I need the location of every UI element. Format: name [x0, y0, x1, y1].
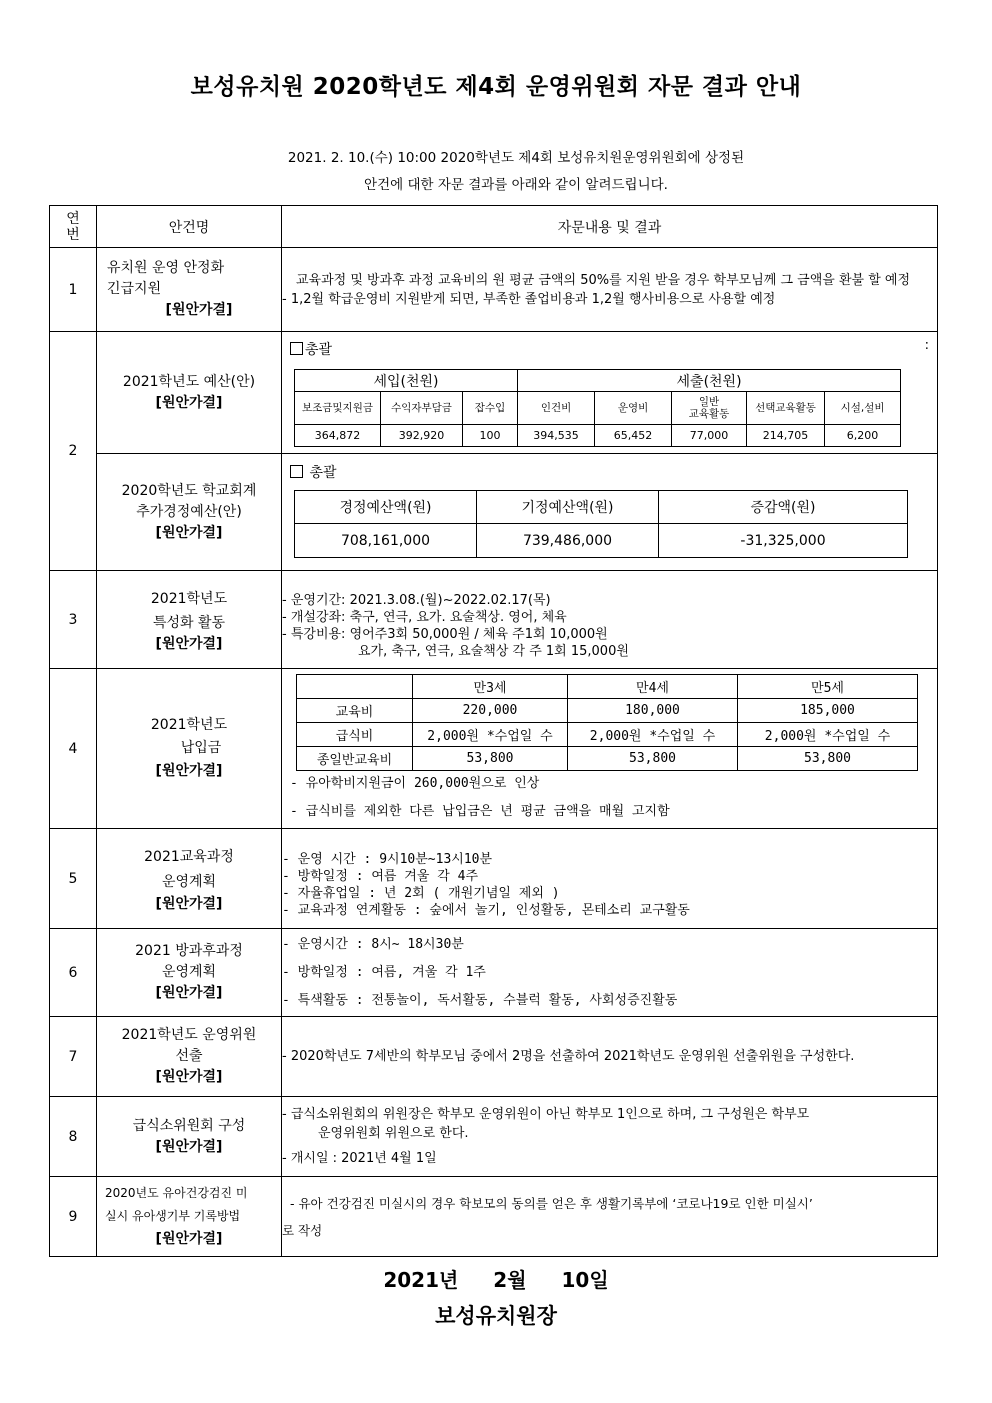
budget-value: 394,535 [518, 425, 595, 447]
budget-column-header: 운영비 [595, 392, 672, 425]
budget-table [294, 369, 901, 447]
fee-cell: 2,000원 *수업일 수 [738, 723, 918, 747]
budget-value: 77,000 [672, 425, 747, 447]
row-number: 3 [50, 571, 97, 669]
fee-cell: 2,000원 *수업일 수 [568, 723, 738, 747]
fee-cell: 185,000 [738, 699, 918, 723]
agenda-name: 2021학년도 특성화 활동 [원안가결] [97, 571, 282, 669]
result-label: [원안가결] [155, 1138, 223, 1155]
table-row [50, 669, 938, 829]
result-label: [원안가결] [155, 1069, 223, 1085]
result-label: [원안가결] [155, 895, 223, 912]
intro-line-2: 안건에 대한 자문 결과를 아래와 같이 알려드립니다. [364, 177, 668, 193]
header-content: 자문내용 및 결과 [282, 206, 938, 248]
fee-row-label: 종일반교육비 [297, 747, 413, 771]
fee-cell: 2,000원 *수업일 수 [413, 723, 568, 747]
row-number: 8 [50, 1097, 97, 1177]
result-label: [원안가결] [155, 985, 223, 1001]
supp-column-header: 경정예산액(원) [295, 491, 477, 524]
expense-group: 세출(천원) [518, 370, 901, 392]
budget-column-header: 수익자부담금 [381, 392, 463, 425]
fee-column-header: 만3세 [413, 675, 568, 699]
intro-line-1: 2021. 2. 10.(수) 10:00 2020학년도 제4회 보성유치원운영위원회에 상정된 [287, 150, 745, 166]
agenda-content: - 운영기간: 2021.3.08.(월)~2022.02.17(목) - 개설강좌: 축구, 연극, 요가. 요술책상. 영어, 체육 - 특강비용: 영어주3회 50,000원 / 체육 주1회 10,000원 요가, 축구, 연극, 요술책상 각 주 1회 15,000원 [282, 571, 938, 669]
table-row [50, 829, 938, 929]
fee-row-label: 교육비 [297, 699, 413, 723]
fee-column-header: 만4세 [568, 675, 738, 699]
supp-value: 708,161,000 [295, 524, 477, 558]
supp-value: -31,325,000 [659, 524, 908, 558]
agenda-content [282, 332, 938, 454]
result-label: [원안가결] [165, 302, 233, 318]
footer-signature: 보성유치원장 [435, 1304, 557, 1328]
supp-value: 739,486,000 [477, 524, 659, 558]
agenda-content: 교육과정 및 방과후 과정 교육비의 원 평균 금액의 50%를 지원 받을 경우 학부모님께 그 금액을 환불 할 예정 - 1,2월 학급운영비 지원받게 되면, 부족한 졸업비용과 1,2월 행사비용으로 사용할 예정 [282, 248, 938, 332]
supplementary-budget-table [294, 490, 908, 558]
budget-column-header: 일반 교육활동 [672, 392, 747, 425]
budget-value: 214,705 [747, 425, 825, 447]
document-title: 보성유치원 2020학년도 제4회 운영위원회 자문 결과 안내 [190, 74, 802, 100]
summary-heading: 총괄 [290, 462, 337, 482]
agenda-name: 2021학년도 납입금 [원안가결] [97, 669, 282, 829]
budget-column-header: 시설,설비 [825, 392, 901, 425]
table-row [50, 1017, 938, 1097]
fee-cell: 53,800 [413, 747, 568, 771]
header-no: 연 번 [50, 206, 97, 248]
checkbox-icon [290, 465, 303, 478]
fee-cell: 180,000 [568, 699, 738, 723]
agenda-content: - 2020학년도 7세반의 학부모님 중에서 2명을 선출하여 2021학년도 운영위원 선출위원을 구성한다. [282, 1017, 938, 1097]
income-group: 세입(천원) [295, 370, 518, 392]
table-row [50, 454, 938, 571]
row-number: 6 [50, 929, 97, 1017]
fee-row [297, 747, 918, 771]
result-label: [원안가결] [155, 1231, 223, 1247]
agenda-content: - 운영 시간 : 9시10분~13시10분 - 방학일정 : 여름 겨울 각 4주 - 자율휴업일 : 년 2회 ( 개원기념일 제외 ) - 교육과정 연계활동 : 숲에서 놀기, 인성활동, 몬테소리 교구활동 [282, 829, 938, 929]
budget-column-header: 인건비 [518, 392, 595, 425]
fee-row-label: 급식비 [297, 723, 413, 747]
budget-value: 6,200 [825, 425, 901, 447]
budget-column-header: 선택교육활동 [747, 392, 825, 425]
agenda-name: 2020학년도 학교회계 추가경정예산(안) [원안가결] [97, 454, 282, 571]
table-row [50, 1177, 938, 1257]
fee-column-header [297, 675, 413, 699]
budget-column-header: 보조금및지원금 [295, 392, 381, 425]
agenda-table [49, 205, 938, 1257]
agenda-content: 만3세 만4세 만5세 교육비 220,000 180,000 185,000 급식비 2,000원 *수업일 수 2,000원 *수업일 수 2,000원 *수업일 수 종일반교육비 53,800 53,800 53,800 - 유아학비지원금이 260,000원으로 인상 - 급식비를 제외한 다른 납입금은 년 평균 금액을 매월 고지함 [282, 669, 938, 829]
row-number: 9 [50, 1177, 97, 1257]
fee-row [297, 723, 918, 747]
table-header-row [50, 206, 938, 248]
agenda-name: 2021학년도 예산(안) [원안가결] [97, 332, 282, 454]
row-number: 7 [50, 1017, 97, 1097]
row-number: 5 [50, 829, 97, 929]
agenda-content: - 유아 건강검진 미실시의 경우 학보모의 동의를 얻은 후 생활기록부에 ‘코로나19로 인한 미실시’ 로 작성 [282, 1177, 938, 1257]
table-row [50, 571, 938, 669]
agenda-name: 2021학년도 운영위원 선출 [원안가결] [97, 1017, 282, 1097]
table-row [50, 248, 938, 332]
table-row [50, 929, 938, 1017]
budget-column-header: 잡수입 [463, 392, 518, 425]
supp-column-header: 기정예산액(원) [477, 491, 659, 524]
fee-row [297, 699, 918, 723]
agenda-name: 2020년도 유아건강검진 미 실시 유아생기부 기록방법 [원안가결] [97, 1177, 282, 1257]
agenda-content [282, 454, 938, 571]
fee-column-header: 만5세 [738, 675, 918, 699]
summary-heading: 총괄 [290, 339, 332, 359]
agenda-name: 2021 방과후과정 운영계획 [원안가결] [97, 929, 282, 1017]
result-label: [원안가결] [155, 394, 223, 411]
agenda-name: 유치원 운영 안정화 긴급지원 [원안가결] [97, 248, 282, 332]
checkbox-icon [290, 342, 303, 355]
result-label: [원안가결] [155, 635, 223, 652]
agenda-name: 2021교육과정 운영계획 [원안가결] [97, 829, 282, 929]
budget-value: 65,452 [595, 425, 672, 447]
table-row [50, 1097, 938, 1177]
budget-value: 100 [463, 425, 518, 447]
agenda-name: 급식소위원회 구성 [원안가결] [97, 1097, 282, 1177]
fee-cell: 53,800 [568, 747, 738, 771]
budget-value: 364,872 [295, 425, 381, 447]
fee-cell: 220,000 [413, 699, 568, 723]
agenda-content: - 운영시간 : 8시~ 18시30분 - 방학일정 : 여름, 겨울 각 1주 - 특색활동 : 전통놀이, 독서활동, 수블럭 활동, 사회성증진활동 [282, 929, 938, 1017]
colon-mark: : [924, 338, 929, 353]
row-number: 1 [50, 248, 97, 332]
budget-value: 392,920 [381, 425, 463, 447]
fee-cell: 53,800 [738, 747, 918, 771]
fee-table [296, 674, 918, 771]
agenda-content: - 급식소위원회의 위원장은 학부모 운영위원이 아닌 학부모 1인으로 하며, 그 구성원은 학부모 운영위원회 위원으로 한다. - 개시일 : 2021년 4월 1일 [282, 1097, 938, 1177]
header-name: 안건명 [97, 206, 282, 248]
footer-date: 2021년 2월 10일 [383, 1268, 609, 1292]
supp-column-header: 증감액(원) [659, 491, 908, 524]
result-label: [원안가결] [155, 763, 223, 779]
row-number: 2 [50, 332, 97, 571]
row-number: 4 [50, 669, 97, 829]
result-label: [원안가결] [155, 524, 223, 541]
table-row [50, 332, 938, 454]
